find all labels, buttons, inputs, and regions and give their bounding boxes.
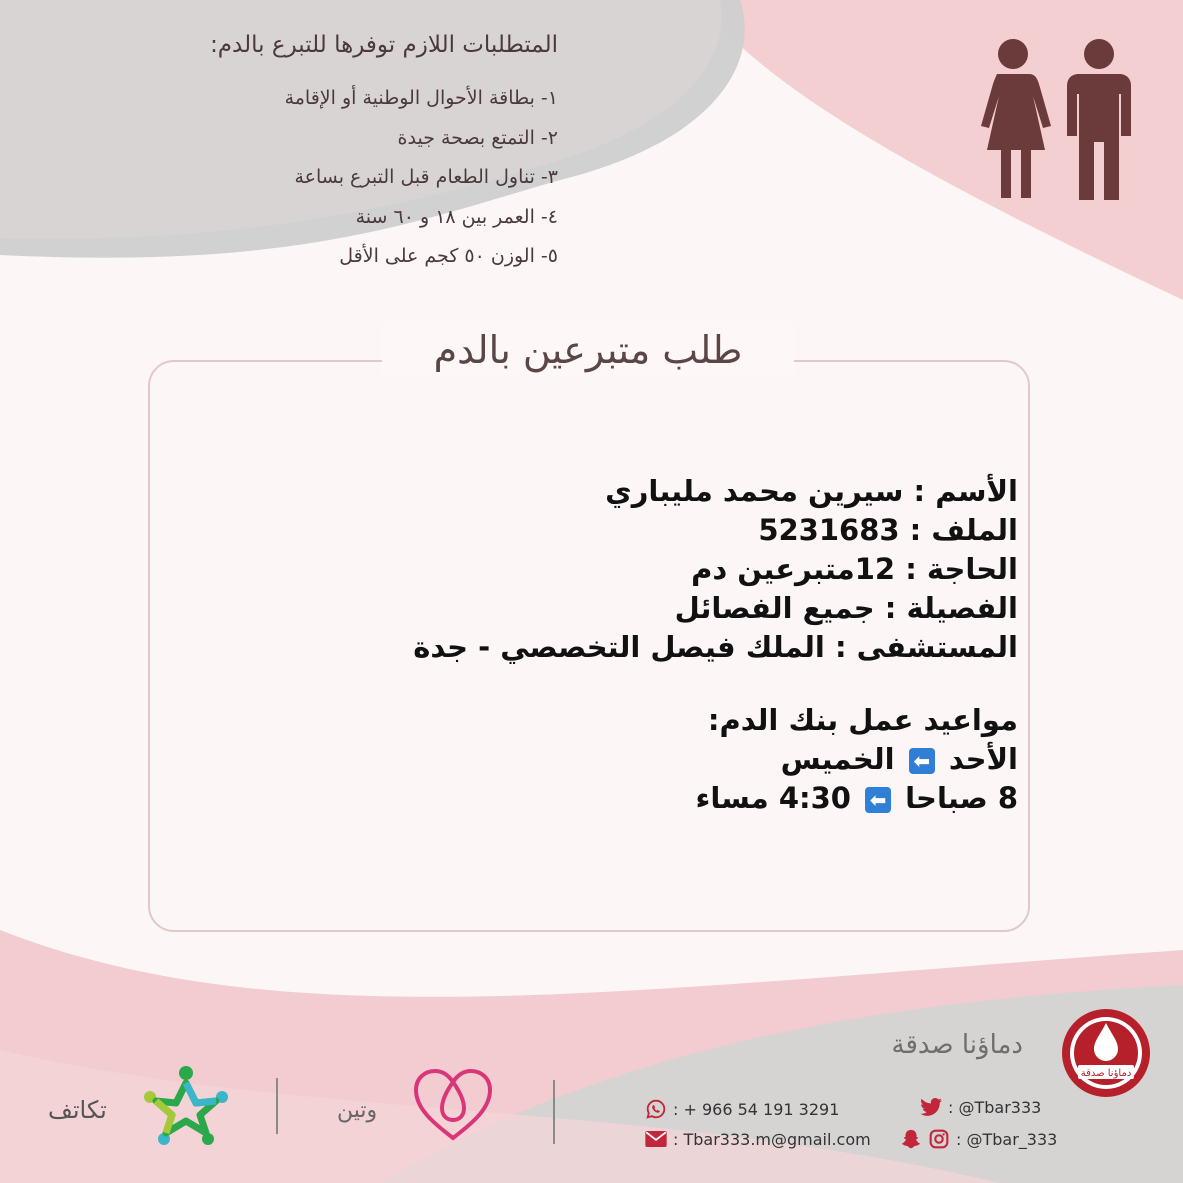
email-contact[interactable] (645, 1128, 871, 1150)
requirements-title: المتطلبات اللازم توفرها للتبرع بالدم: (210, 32, 558, 58)
hospital: المستشفى : الملك فيصل التخصصي - جدة (413, 630, 1018, 664)
requirement-item: ٥- الوزن ٥٠ كجم على الأقل (339, 245, 558, 267)
days-from: الأحد (948, 742, 1018, 776)
time-to: 4:30 مساء (695, 781, 851, 815)
requirements-list (285, 82, 558, 280)
footer-divider (553, 1080, 555, 1144)
whatsapp-icon (645, 1098, 667, 1120)
email-address: : Tbar333.m@gmail.com (673, 1129, 871, 1149)
twitter-contact[interactable] (920, 1096, 1041, 1118)
request-details (318, 472, 1018, 818)
donors-needed: الحاجة : 12متبرعين دم (691, 552, 1018, 586)
brand-name: دماؤنا صدقة (891, 1030, 1023, 1060)
working-days (318, 740, 1018, 779)
arrow-left-icon: ⬅ (865, 787, 891, 813)
takatof-star-logo (144, 1065, 228, 1145)
requirement-item: ٢- التمتع بصحة جيدة (397, 126, 558, 149)
watin-heart-logo (412, 1068, 494, 1144)
partner-watin-name: وتين (337, 1098, 378, 1123)
request-title: طلب متبرعين بالدم (382, 322, 794, 378)
requirement-item: ٤- العمر بين ١٨ و ٦٠ سنة (355, 205, 558, 228)
arrow-left-icon: ⬅ (909, 748, 935, 774)
blood-type: الفصيلة : جميع الفصائل (674, 591, 1018, 625)
whatsapp-contact[interactable] (645, 1098, 839, 1120)
footer-divider (276, 1078, 278, 1134)
hours-title: مواعيد عمل بنك الدم: (707, 703, 1018, 737)
time-from: 8 صباحا (905, 781, 1018, 815)
requirement-item: ١- بطاقة الأحوال الوطنية أو الإقامة (284, 87, 558, 109)
patient-name: الأسم : سيرين محمد مليباري (605, 474, 1018, 508)
file-number: الملف : 5231683 (758, 513, 1018, 547)
partner-takatof-name: تكاتف (48, 1096, 107, 1124)
email-icon (645, 1128, 667, 1150)
days-to: الخميس (780, 742, 895, 776)
snapchat-instagram-contact[interactable] (900, 1128, 1057, 1150)
logo-text: دماؤنا صدقة (1080, 1068, 1132, 1079)
man-woman-icon (975, 38, 1135, 203)
requirement-item: ٣- تناول الطعام قبل التبرع بساعة (294, 166, 558, 188)
snapchat-icon (900, 1128, 922, 1150)
blood-drop-logo (1060, 1007, 1152, 1099)
twitter-icon (920, 1096, 942, 1118)
working-hours (318, 779, 1018, 818)
instagram-icon (928, 1128, 950, 1150)
snapchat-instagram-handle: : @Tbar_333 (956, 1129, 1058, 1149)
whatsapp-number: : + 966 54 191 3291 (673, 1099, 840, 1119)
twitter-handle: : @Tbar333 (948, 1097, 1042, 1117)
